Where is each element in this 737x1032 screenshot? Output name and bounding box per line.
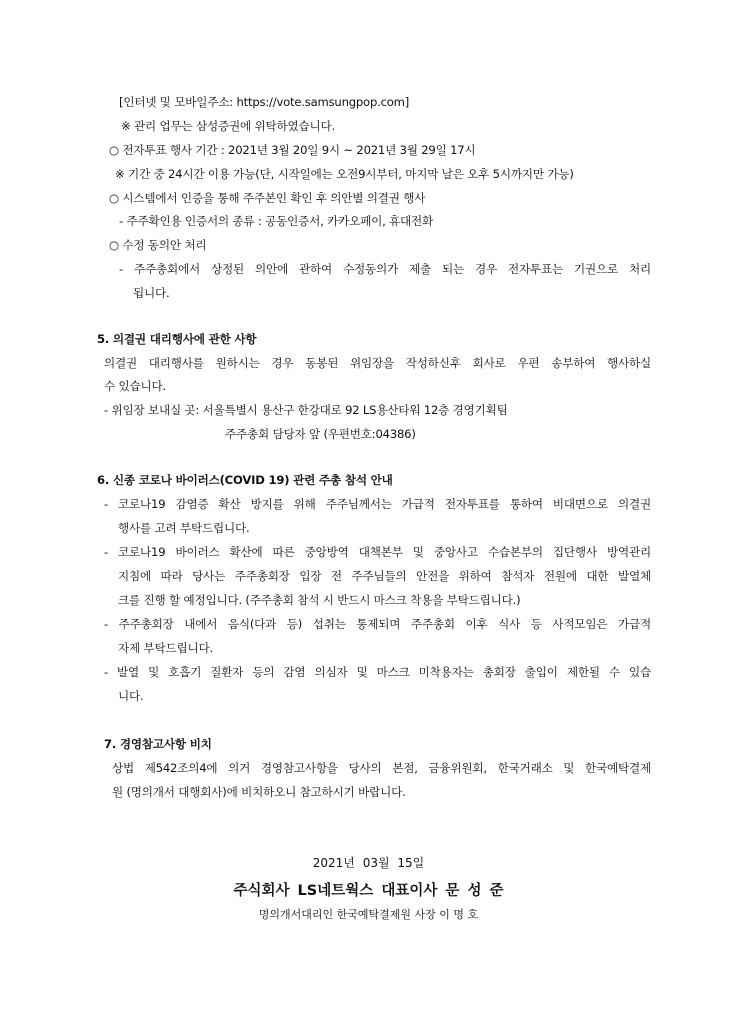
voting-authentication-detail: - 주주확인용 인증서의 종류 : 공동인증서, 카카오페이, 휴대전화 xyxy=(119,214,434,228)
section5-body-line2: 수 있습니다. xyxy=(104,379,166,393)
notice-date: 2021년 03월 15일 xyxy=(312,856,425,870)
voting-management-note: ※ 관리 업무는 삼성증권에 위탁하였습니다. xyxy=(121,119,335,133)
section5-body-line1: 의결권 대리행사를 원하시는 경우 동봉된 위임장을 작성하신후 회사로 우편 송부하여 행사하실 xyxy=(104,356,651,370)
voting-address-line: [인터넷 및 모바일주소: https://vote.samsungpop.com] xyxy=(119,95,410,109)
section5-heading: 5. 의결권 대리행사에 관한 사항 xyxy=(97,332,257,346)
section6-bullet3-line2: 자제 부탁드립니다. xyxy=(118,641,213,655)
section7-heading: 7. 경영참고사항 비치 xyxy=(104,737,212,751)
section5-send-address: - 위임장 보내실 곳: 서울특별시 용산구 한강대로 92 LS용산타워 12층 경영기획팀 xyxy=(104,403,508,417)
section6-bullet3-line1: - 주주총회장 내에서 음식(다과 등) 섭취는 통제되며 주주총회 이후 식사 등 사적모임은 가급적 xyxy=(104,617,651,631)
section7-body-line1: 상법 제542조의4에 의거 경영참고사항을 당사의 본점, 금융위원회, 한국거래소 및 한국예탁결제 xyxy=(112,761,651,775)
section6-bullet2-line2: 지침에 따라 당사는 주주총회장 입장 전 주주님들의 안전을 위하여 참석자 전원에 대한 발열체 xyxy=(118,569,651,583)
section6-bullet2-line3: 크를 진행 할 예정입니다. (주주총회 참석 시 반드시 마스크 착용을 부탁드립니다.) xyxy=(118,593,521,607)
voting-amendment: ○ 수정 동의안 처리 xyxy=(109,238,207,252)
section6-heading: 6. 신종 코로나 바이러스(COVID 19) 관련 주총 참석 안내 xyxy=(97,473,393,487)
transfer-agent: 명의개서대리인 한국예탁결제원 사장 이 명 호 xyxy=(258,908,479,921)
section7-body-line2: 원 (명의개서 대행회사)에 비치하오니 참고하시기 바랍니다. xyxy=(112,785,406,799)
section6-bullet4-line1: - 발열 및 호흡기 질환자 등의 감염 의심자 및 마스크 미착용자는 총회장 출입이 제한될 수 있습 xyxy=(104,665,651,679)
voting-period: ○ 전자투표 행사 기간 : 2021년 3월 20일 9시 ~ 2021년 3월 29일 17시 xyxy=(109,143,476,157)
voting-authentication: ○ 시스템에서 인증을 통해 주주본인 확인 후 의안별 의결권 행사 xyxy=(109,191,426,205)
voting-amendment-detail-line2: 됩니다. xyxy=(133,286,170,300)
section5-send-recipient: 주주총회 담당자 앞 (우편번호:04386) xyxy=(225,427,416,441)
voting-period-note: ※ 기간 중 24시간 이용 가능(단, 시작일에는 오전9시부터, 마지막 날은 오후 5시까지만 가능) xyxy=(115,167,574,181)
company-signature: 주식회사 LS네트웍스 대표이사 문 성 준 xyxy=(233,883,504,899)
section6-bullet2-line1: - 코로나19 바이러스 확산에 따른 중앙방역 대책본부 및 중앙사고 수습본부의 집단행사 방역관리 xyxy=(104,545,651,559)
section6-bullet1-line2: 행사를 고려 부탁드립니다. xyxy=(118,521,250,535)
section6-bullet1-line1: - 코로나19 감염증 확산 방지를 위해 주주님께서는 가급적 전자투표를 통하여 비대면으로 의결권 xyxy=(104,497,651,511)
voting-amendment-detail-line1: - 주주총회에서 상정된 의안에 관하여 수정동의가 제출 되는 경우 전자투표는 기권으로 처리 xyxy=(119,262,651,276)
section6-bullet4-line2: 니다. xyxy=(118,689,144,703)
